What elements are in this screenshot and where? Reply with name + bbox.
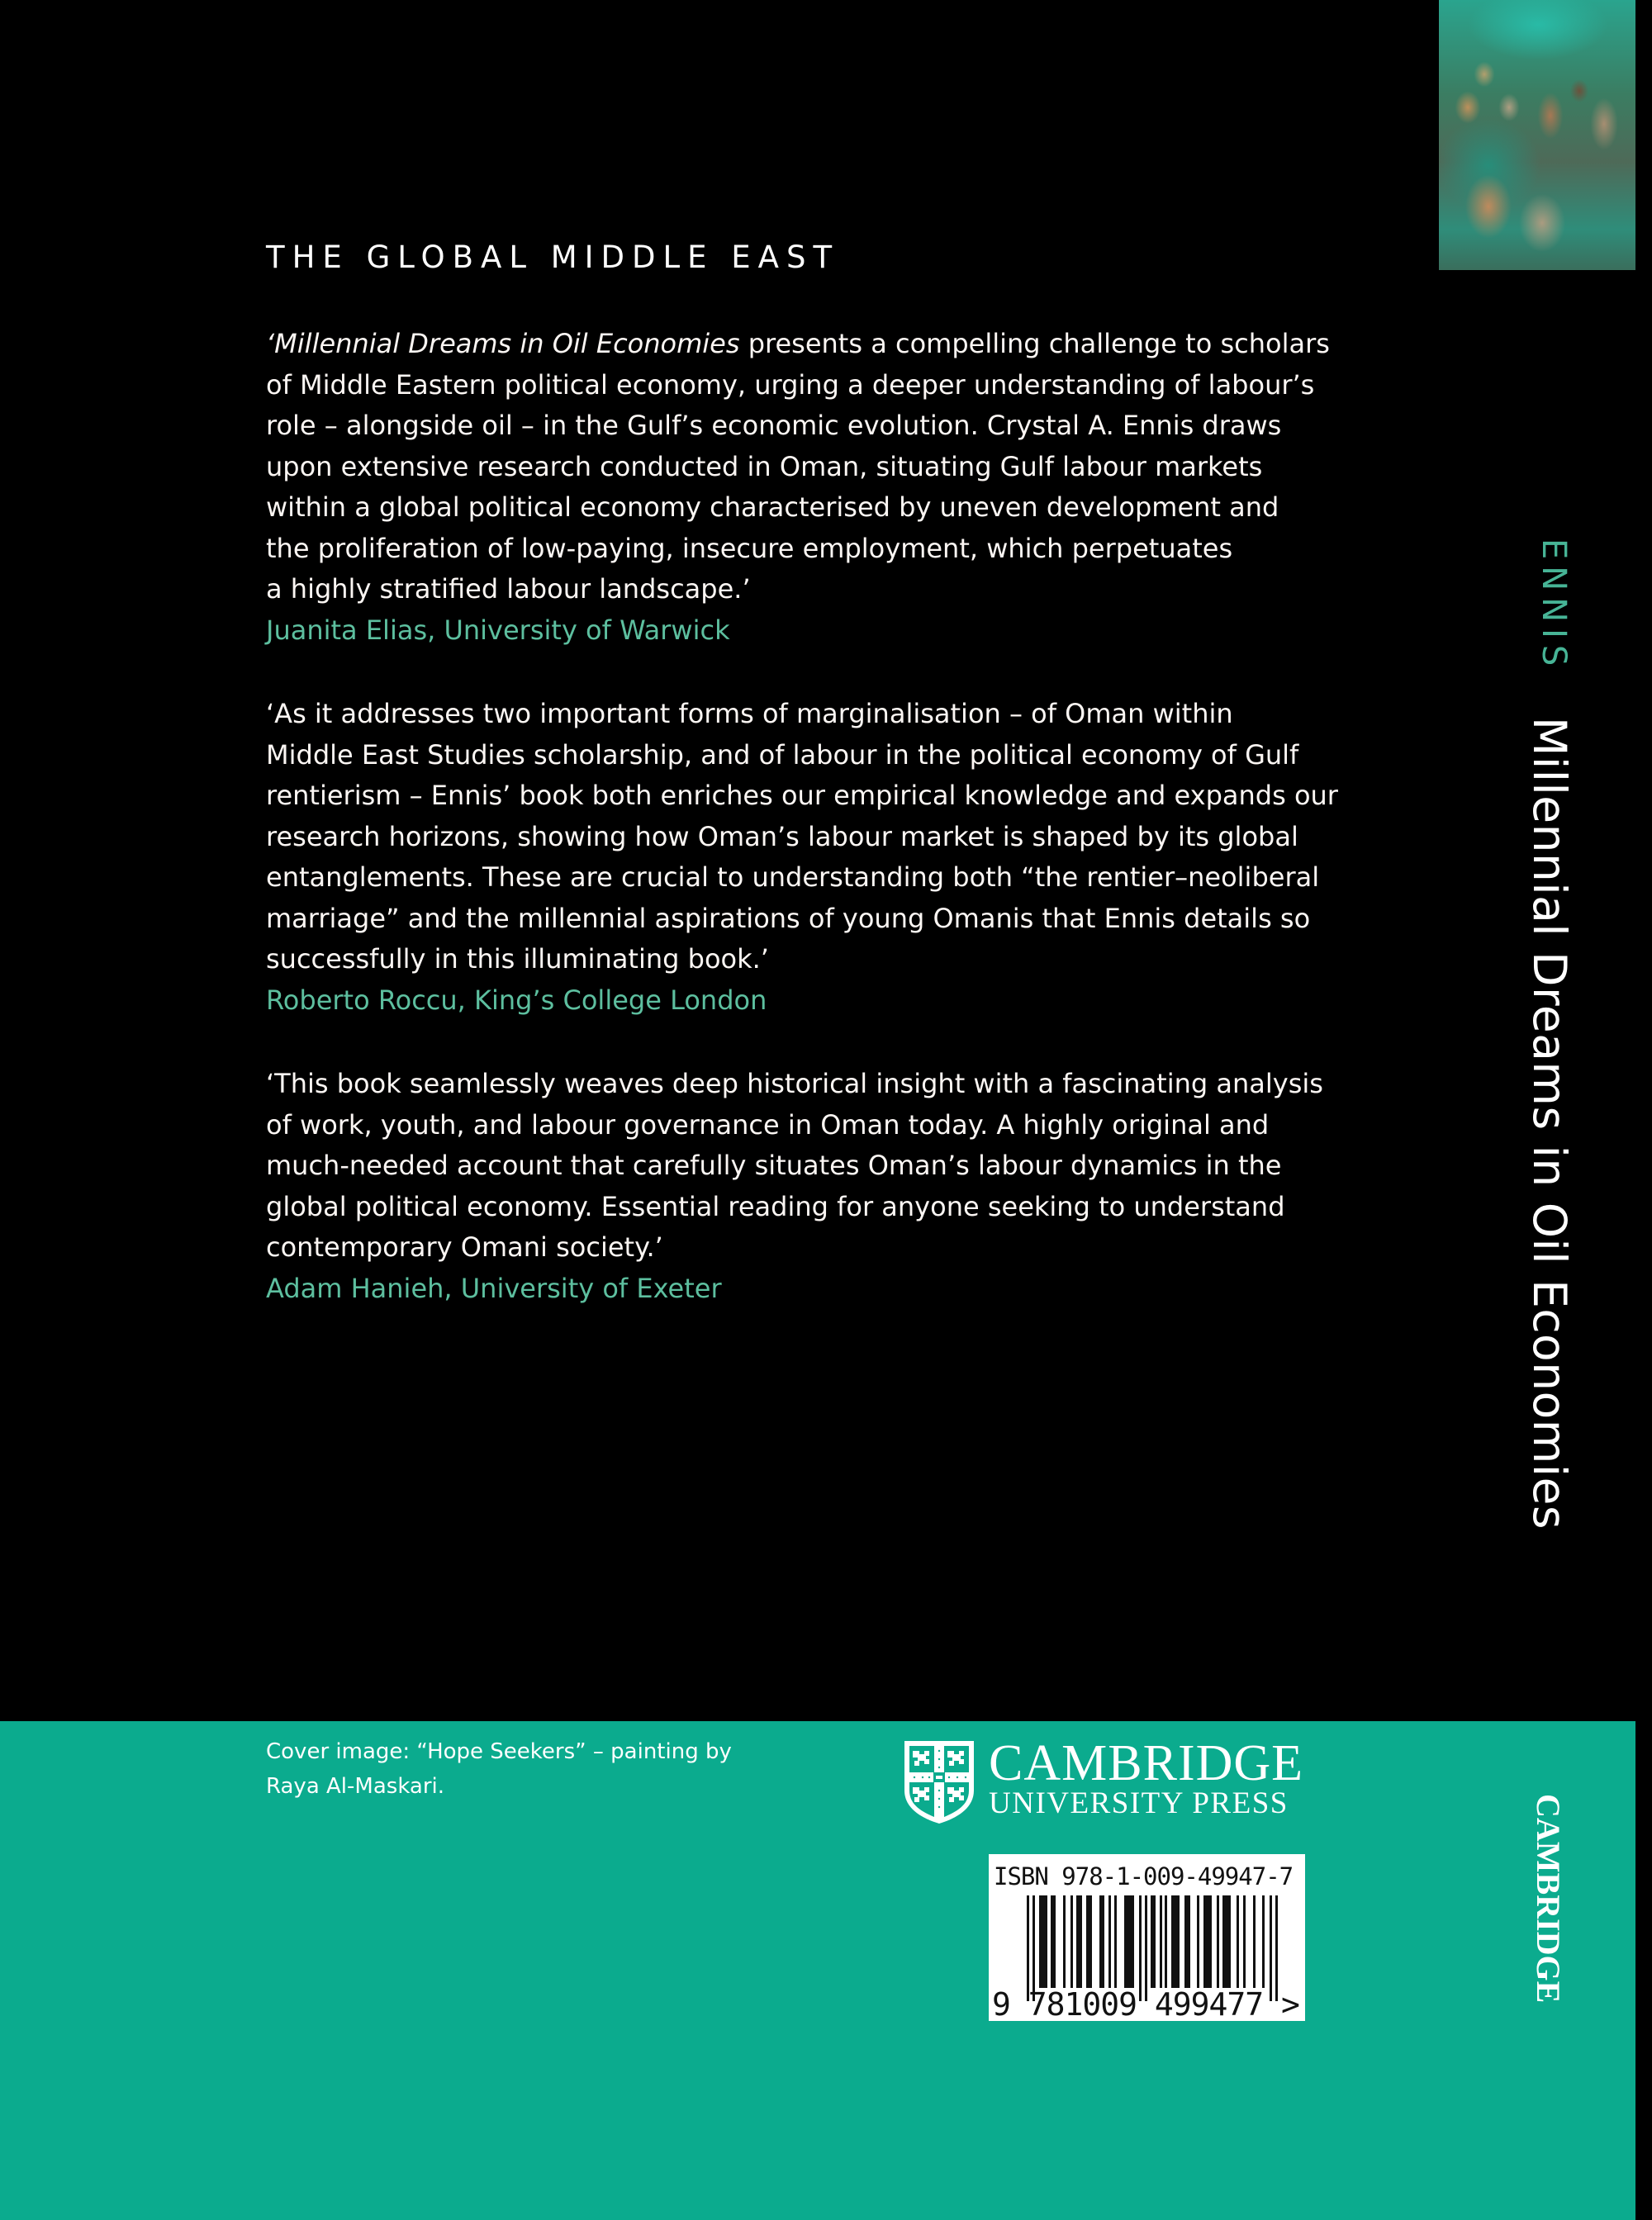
spine-author: ENNIS [1535,538,1573,673]
quote-line: ‘This book seamlessly weaves deep historical insight with a fascinating analysis [266,1068,1323,1099]
quote-text: presents a compelling challenge to scholars [739,328,1330,359]
quote-line: contemporary Omani society.’ [266,1231,663,1263]
endorsement-quote-2 [266,694,1340,1021]
credit-line: Cover image: “Hope Seekers” – painting by [266,1739,732,1764]
quote-line: marriage” and the millennial aspirations of young Omanis that Ennis details so [266,902,1311,934]
quote-line: role – alongside oil – in the Gulf’s economic evolution. Crystal A. Ennis draws [266,410,1282,441]
quote-line: upon extensive research conducted in Oman, situating Gulf labour markets [266,450,1263,482]
endorsement-quote-1 [266,324,1340,651]
quote-line: entanglements. These are crucial to understanding both “the rentier–neoliberal [266,861,1320,893]
series-title: THE GLOBAL MIDDLE EAST [266,240,840,275]
quote-line: rentierism – Ennis’ book both enriches our empirical knowledge and expands our [266,780,1338,811]
isbn-barcode [989,1854,1305,2021]
cambridge-shield-icon [903,1739,976,1825]
book-title-italic: ‘Millennial Dreams in Oil Economies [266,328,740,359]
barcode-digits: 9 781009 499477 > [992,1986,1299,2023]
quote-line: global political economy. Essential reading for anyone seeking to understand [266,1190,1285,1222]
quote-line: a highly stratified labour landscape.’ [266,573,751,605]
credit-line: Raya Al-Maskari. [266,1774,445,1799]
spine-publisher: CAMBRIDGE [1530,1794,1567,2004]
quote-line: the proliferation of low-paying, insecure employment, which perpetuates [266,532,1233,564]
quote-line: Middle East Studies scholarship, and of labour in the political economy of Gulf [266,738,1299,771]
spine-title: Millennial Dreams in Oil Economies [1523,717,1576,1530]
endorsement-quote-3 [266,1064,1340,1309]
isbn-label: ISBN 978-1-009-49947-7 [994,1862,1294,1890]
quote-line: successfully in this illuminating book.’ [266,943,769,975]
quote-line: ‘As it addresses two important forms of marginalisation – of Oman within [266,698,1233,729]
publisher-band [0,1721,1635,2220]
cover-image-credit [266,1734,732,1804]
quote-line: of Middle Eastern political economy, urging a deeper understanding of labour’s [266,368,1315,401]
quote-attribution: Adam Hanieh, University of Exeter [266,1272,722,1304]
cover-painting-image [1439,0,1635,270]
publisher-subname: UNIVERSITY PRESS [989,1786,1289,1820]
quote-attribution: Juanita Elias, University of Warwick [266,614,730,646]
quote-line: much-needed account that carefully situates Oman’s labour dynamics in the [266,1150,1282,1181]
quote-line: of work, youth, and labour governance in Oman today. A highly original and [266,1108,1270,1141]
quote-line [266,324,1340,365]
cambridge-university-press-logo [903,1735,1316,1830]
publisher-name: CAMBRIDGE [989,1735,1304,1791]
quote-line: research horizons, showing how Oman’s labour market is shaped by its global [266,820,1298,852]
quote-line: within a global political economy characterised by uneven development and [266,491,1279,523]
quote-attribution: Roberto Roccu, King’s College London [266,984,767,1016]
